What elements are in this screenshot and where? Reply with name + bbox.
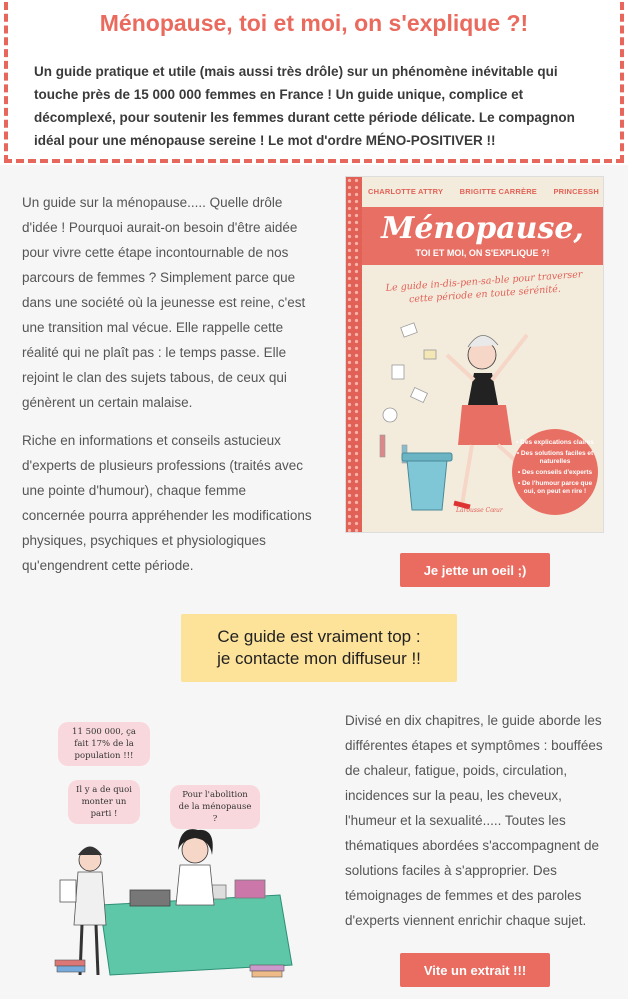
book-badge-item: • Des conseils d'experts <box>517 469 593 476</box>
header-description: Un guide pratique et utile (mais aussi très drôle) sur un phénomène inévitable qui touche près de 15 000 000 femmes en France ! Un guide unique, complice et décomplexé, pour soutenir les femmes durant cette période délicate. Le compagnon idéal pour une ménopause sereine ! Le mot d'ordre MÉNO-POSITIVER !! <box>34 64 575 148</box>
book-title-band <box>362 207 603 265</box>
speech-bubble-3: Pour l'abolition de la ménopause ? <box>170 785 260 829</box>
book-tagline: Le guide in-dis-pen-sa-ble pour traverser cette période en toute sérénité. <box>385 269 583 306</box>
book-author: PRINCESSH <box>553 187 599 196</box>
extract-button[interactable]: Vite un extrait !!! <box>400 953 550 987</box>
book-subtitle: TOI ET MOI, ON S'EXPLIQUE ?! <box>415 248 550 258</box>
cta-line-1: Ce guide est vraiment top : <box>217 627 421 646</box>
look-button[interactable]: Je jette un oeil ;) <box>400 553 550 587</box>
book-badge-item: • De l'humour parce que oui, on peut en rire ! <box>517 480 593 495</box>
book-cover-spine <box>346 177 362 532</box>
book-authors <box>368 187 599 196</box>
header-banner <box>4 2 624 163</box>
speech-bubble-1: 11 500 000, ça fait 17% de la population !!! <box>58 722 150 766</box>
book-badge <box>512 429 598 515</box>
page-title: Ménopause, toi et moi, on s'explique ?! <box>99 10 529 36</box>
book-badge-item: • Des explications claires <box>516 439 594 446</box>
publisher-logo: Larousse Cœur <box>456 507 503 514</box>
chapters-paragraph: Divisé en dix chapitres, le guide aborde les différentes étapes et symptômes : bouffées de chaleur, fatigue, poids, circulation, incidences sur la peau, les cheveux, l'humeur et la sexualité..... Toutes les thématiques abordées s'accompagnent de solutions faciles à s'approprier. Des témoignages de femmes et des paroles d'experts viennent enrichir chaque sujet. <box>345 713 603 928</box>
book-badge-item: • Des solutions faciles et naturelles <box>516 450 594 465</box>
intro-paragraph-1: Un guide sur la ménopause..... Quelle drôle d'idée ! Pourquoi aurait-on besoin d'être aidée pour vivre cette étape incontournable de nos parcours de femmes ? Simplement parce que dans une société où la jeunesse est reine, c'est une transition mal vécue. Elle rappelle cette réalité qui ne plaît pas : le temps passe. Elle rejoint le clan des sujets tabous, de ceux qui génèrent un certain malaise. <box>22 195 306 410</box>
contact-distributor-button[interactable] <box>181 614 457 682</box>
cta-line-2: je contacte mon diffuseur !! <box>217 649 421 668</box>
intro-paragraph-2: Riche en informations et conseils astucieux d'experts de plusieurs professions (traités avec une pointe d'humour), chaque femme concernée pourra appréhender les modifications physiques, psychiques et physiologiques qu'engendrent cette période. <box>22 433 312 573</box>
book-title: Ménopause, <box>381 211 584 246</box>
book-author: BRIGITTE CARRÈRE <box>459 187 538 196</box>
speech-bubble-2: Il y a de quoi monter un parti ! <box>68 780 140 824</box>
book-cover-image[interactable] <box>345 176 604 533</box>
book-author: CHARLOTTE ATTRY <box>368 187 444 196</box>
